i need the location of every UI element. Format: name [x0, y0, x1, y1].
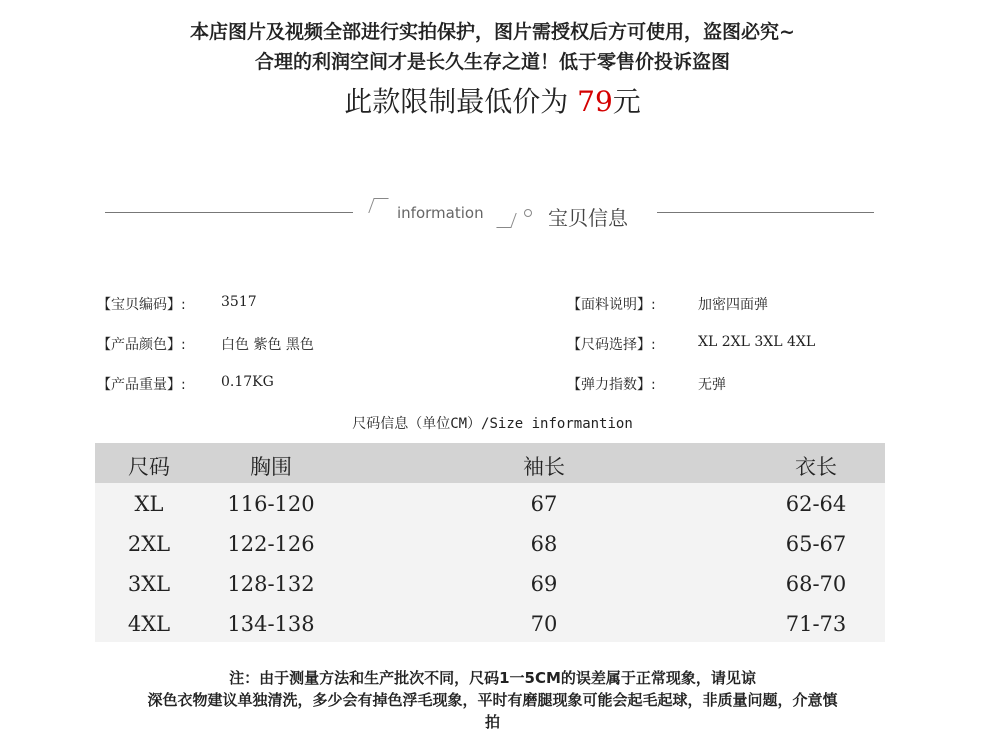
bracket-bottom-right-decoration	[496, 213, 516, 228]
attr-value-size-options: XL 2XL 3XL 4XL	[698, 334, 816, 350]
attr-label-fabric: 【面料说明】:	[567, 297, 656, 313]
table-cell-length: 65-67	[785, 532, 847, 556]
note-line3: 拍	[484, 713, 500, 731]
table-cell-length: 62-64	[785, 492, 847, 516]
table-cell-length: 71-73	[785, 612, 847, 636]
table-cell-size: 2XL	[127, 532, 171, 556]
copyright-notice-line1: 本店图片及视频全部进行实拍保护，图片需授权后方可使用，盗图必究~	[190, 21, 795, 43]
copyright-notice-line2: 合理的利润空间才是长久生存之道！低于零售价投诉盗图	[254, 51, 730, 73]
table-cell-length: 68-70	[785, 572, 847, 596]
header-sleeve: 袖长	[523, 455, 565, 479]
note-line1: 注：由于测量方法和生产批次不同，尺码1一5CM的误差属于正常现象，请见谅	[229, 669, 756, 687]
table-cell-chest: 116-120	[227, 492, 315, 516]
attr-label-color: 【产品颜色】:	[97, 337, 186, 353]
table-cell-sleeve: 70	[530, 612, 558, 636]
table-cell-size: 4XL	[127, 612, 171, 636]
attr-value-weight: 0.17KG	[221, 374, 274, 390]
attr-value-elasticity: 无弹	[698, 377, 726, 393]
header-length: 衣长	[795, 455, 837, 479]
table-cell-chest: 122-126	[227, 532, 315, 556]
size-table-header-row	[95, 443, 885, 483]
divider-right	[657, 212, 874, 213]
min-price-notice	[0, 80, 985, 120]
attr-label-elasticity: 【弹力指数】:	[567, 377, 656, 393]
section-title-chinese: 宝贝信息	[548, 206, 628, 230]
section-title-english: information	[397, 204, 484, 222]
header-size: 尺码	[128, 455, 170, 479]
note-line2: 深色衣物建议单独清洗，多少会有掉色浮毛现象，平时有磨腿现象可能会起毛起球，非质量问题，介意慎	[147, 691, 838, 709]
table-cell-size: XL	[134, 492, 164, 516]
attr-value-color: 白色 紫色 黑色	[221, 337, 314, 353]
table-cell-sleeve: 69	[530, 572, 558, 596]
table-cell-size: 3XL	[127, 572, 171, 596]
table-cell-chest: 134-138	[227, 612, 315, 636]
price-prefix: 此款限制最低价为	[344, 85, 569, 118]
price-unit: 元	[612, 85, 641, 118]
circle-decoration	[524, 209, 532, 217]
divider-left	[105, 212, 353, 213]
table-cell-sleeve: 67	[530, 492, 558, 516]
attr-label-weight: 【产品重量】:	[97, 377, 186, 393]
bracket-top-left-decoration	[368, 198, 388, 213]
attr-label-size-options: 【尺码选择】:	[567, 337, 656, 353]
attr-label-code: 【宝贝编码】:	[97, 297, 186, 313]
attr-value-fabric: 加密四面弹	[698, 297, 768, 313]
header-chest: 胸围	[250, 455, 292, 479]
attr-value-code: 3517	[221, 294, 257, 310]
table-cell-chest: 128-132	[227, 572, 315, 596]
size-table-caption: 尺码信息（单位CM）/Size informantion	[352, 416, 633, 432]
price-value: 79	[577, 85, 613, 118]
size-table	[95, 443, 885, 642]
table-cell-sleeve: 68	[530, 532, 558, 556]
